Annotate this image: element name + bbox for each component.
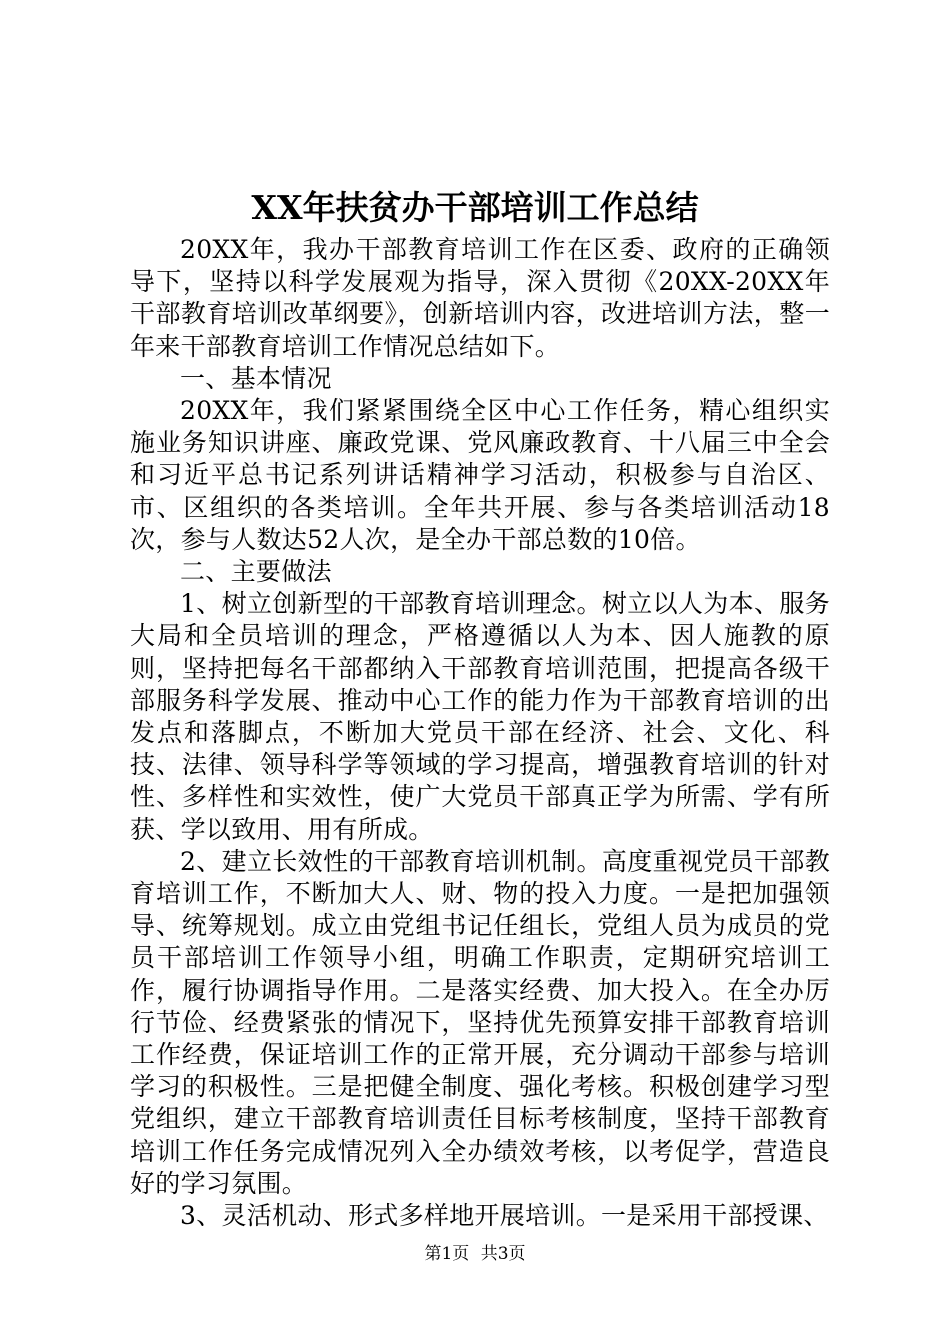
document-body bbox=[130, 234, 830, 1232]
heading-main-practices: 二、主要做法 bbox=[180, 557, 332, 587]
page-total: 共3页 bbox=[480, 1244, 526, 1264]
page-footer bbox=[0, 1242, 950, 1266]
paragraph-practice-2: 2、建立长效性的干部教育培训机制。高度重视党员干部教育培训工作，不断加大人、财、物的投入力度。一是把加强领导、统筹规划。成立由党组书记任组长，党组人员为成员的党员干部培训工作领导小组，明确工作职责，定期研究培训工作，履行协调指导作用。二是落实经费、加大投入。在全办厉行节俭、经费紧张的情况下，坚持优先预算安排干部教育培训工作经费，保证培训工作的正常开展，充分调动干部参与培训学习的积极性。三是把健全制度、强化考核。积极创建学习型党组织，建立干部教育培训责任目标考核制度，坚持干部教育培训工作任务完成情况列入全办绩效考核，以考促学，营造良好的学习氛围。 bbox=[130, 846, 830, 1198]
paragraph-practice-1: 1、树立创新型的干部教育培训理念。树立以人为本、服务大局和全员培训的理念，严格遵循以人为本、因人施教的原则，坚持把每名干部都纳入干部教育培训范围，把提高各级干部服务科学发展、推动中心工作的能力作为干部教育培训的出发点和落脚点，不断加大党员干部在经济、社会、文化、科技、法律、领导科学等领域的学习提高，增强教育培训的针对性、多样性和实效性，使广大党员干部真正学为所需、学有所获、学以致用、用有所成。 bbox=[130, 589, 830, 844]
document-title: XX年扶贫办干部培训工作总结 bbox=[251, 188, 699, 227]
paragraph-intro: 20XX年，我办干部教育培训工作在区委、政府的正确领导下，坚持以科学发展观为指导，深入贯彻《20XX-20XX年干部教育培训改革纲要》，创新培训内容，改进培训方法，整一年来干部教育培训工作情况总结如下。 bbox=[130, 235, 830, 361]
paragraph-practice-3: 3、灵活机动、形式多样地开展培训。一是采用干部授课、 bbox=[180, 1201, 829, 1231]
heading-basic-situation: 一、基本情况 bbox=[180, 363, 332, 393]
page-number: 第1页 bbox=[424, 1244, 470, 1264]
paragraph-basic-situation: 20XX年，我们紧紧围绕全区中心工作任务，精心组织实施业务知识讲座、廉政党课、党风廉政教育、十八届三中全会和习近平总书记系列讲话精神学习活动，积极参与自治区、市、区组织的各类培训。全年共开展、参与各类培训活动18次，参与人数达52人次，是全办干部总数的10倍。 bbox=[130, 396, 830, 554]
